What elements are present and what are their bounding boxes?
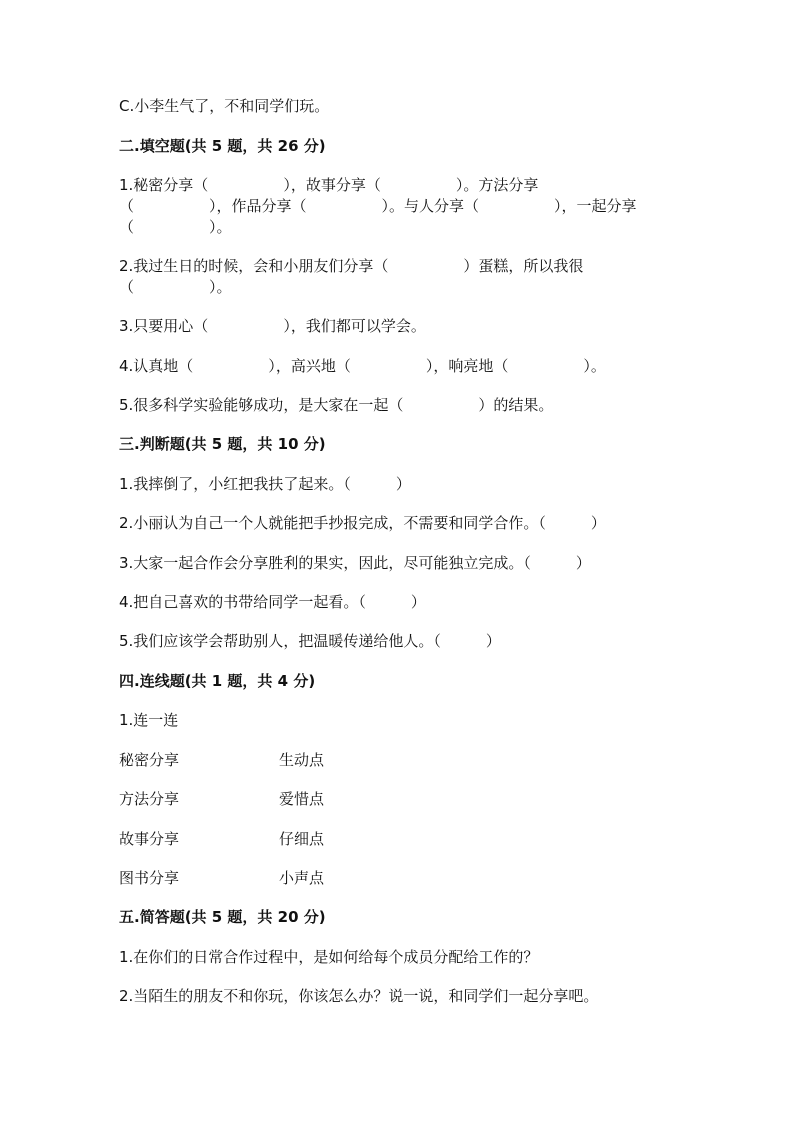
match-left-item: 方法分享 [119,790,180,808]
short-answer-question-1: 1.在你们的日常合作过程中，是如何给每个成员分配给工作的？ [119,948,539,966]
judge-question-1: 1.我摔倒了，小红把我扶了起来。（ ） [119,475,411,493]
match-right-item: 生动点 [279,751,325,769]
section-matching-heading: 四.连线题(共 1 题，共 4 分) [119,672,316,690]
judge-question-3: 3.大家一起合作会分享胜利的果实，因此，尽可能独立完成。（ ） [119,554,591,572]
fill-question-2-line-2: （ ）。 [119,278,232,296]
fill-question-1-line-1: 1.秘密分享（ ），故事分享（ ）。方法分享 [119,176,539,194]
fill-question-2-line-1: 2.我过生日的时候，会和小朋友们分享（ ）蛋糕，所以我很 [119,257,584,275]
previous-question-option: C.小李生气了，不和同学们玩。 [119,97,330,115]
match-left-item: 故事分享 [119,830,180,848]
fill-question-3: 3.只要用心（ ），我们都可以学会。 [119,317,426,335]
match-right-item: 爱惜点 [279,790,325,808]
match-left-item: 秘密分享 [119,751,180,769]
matching-question-1: 1.连一连 [119,711,179,729]
short-answer-question-2: 2.当陌生的朋友不和你玩，你该怎么办？说一说，和同学们一起分享吧。 [119,987,599,1005]
match-right-item: 小声点 [279,869,325,887]
judge-question-5: 5.我们应该学会帮助别人，把温暖传递给他人。（ ） [119,632,501,650]
judge-question-2: 2.小丽认为自己一个人就能把手抄报完成，不需要和同学合作。（ ） [119,514,606,532]
fill-question-1-line-2: （ ），作品分享（ ）。与人分享（ ），一起分享 [119,197,637,215]
fill-question-1-line-3: （ ）。 [119,218,232,236]
section-true-false-heading: 三.判断题(共 5 题，共 10 分) [119,435,326,453]
fill-question-4: 4.认真地（ ），高兴地（ ），响亮地（ ）。 [119,357,606,375]
fill-question-5: 5.很多科学实验能够成功，是大家在一起（ ）的结果。 [119,396,554,414]
match-left-item: 图书分享 [119,869,180,887]
section-fill-in-heading: 二.填空题(共 5 题，共 26 分) [119,137,326,155]
judge-question-4: 4.把自己喜欢的书带给同学一起看。（ ） [119,593,426,611]
section-short-answer-heading: 五.简答题(共 5 题，共 20 分) [119,908,326,926]
match-right-item: 仔细点 [279,830,325,848]
